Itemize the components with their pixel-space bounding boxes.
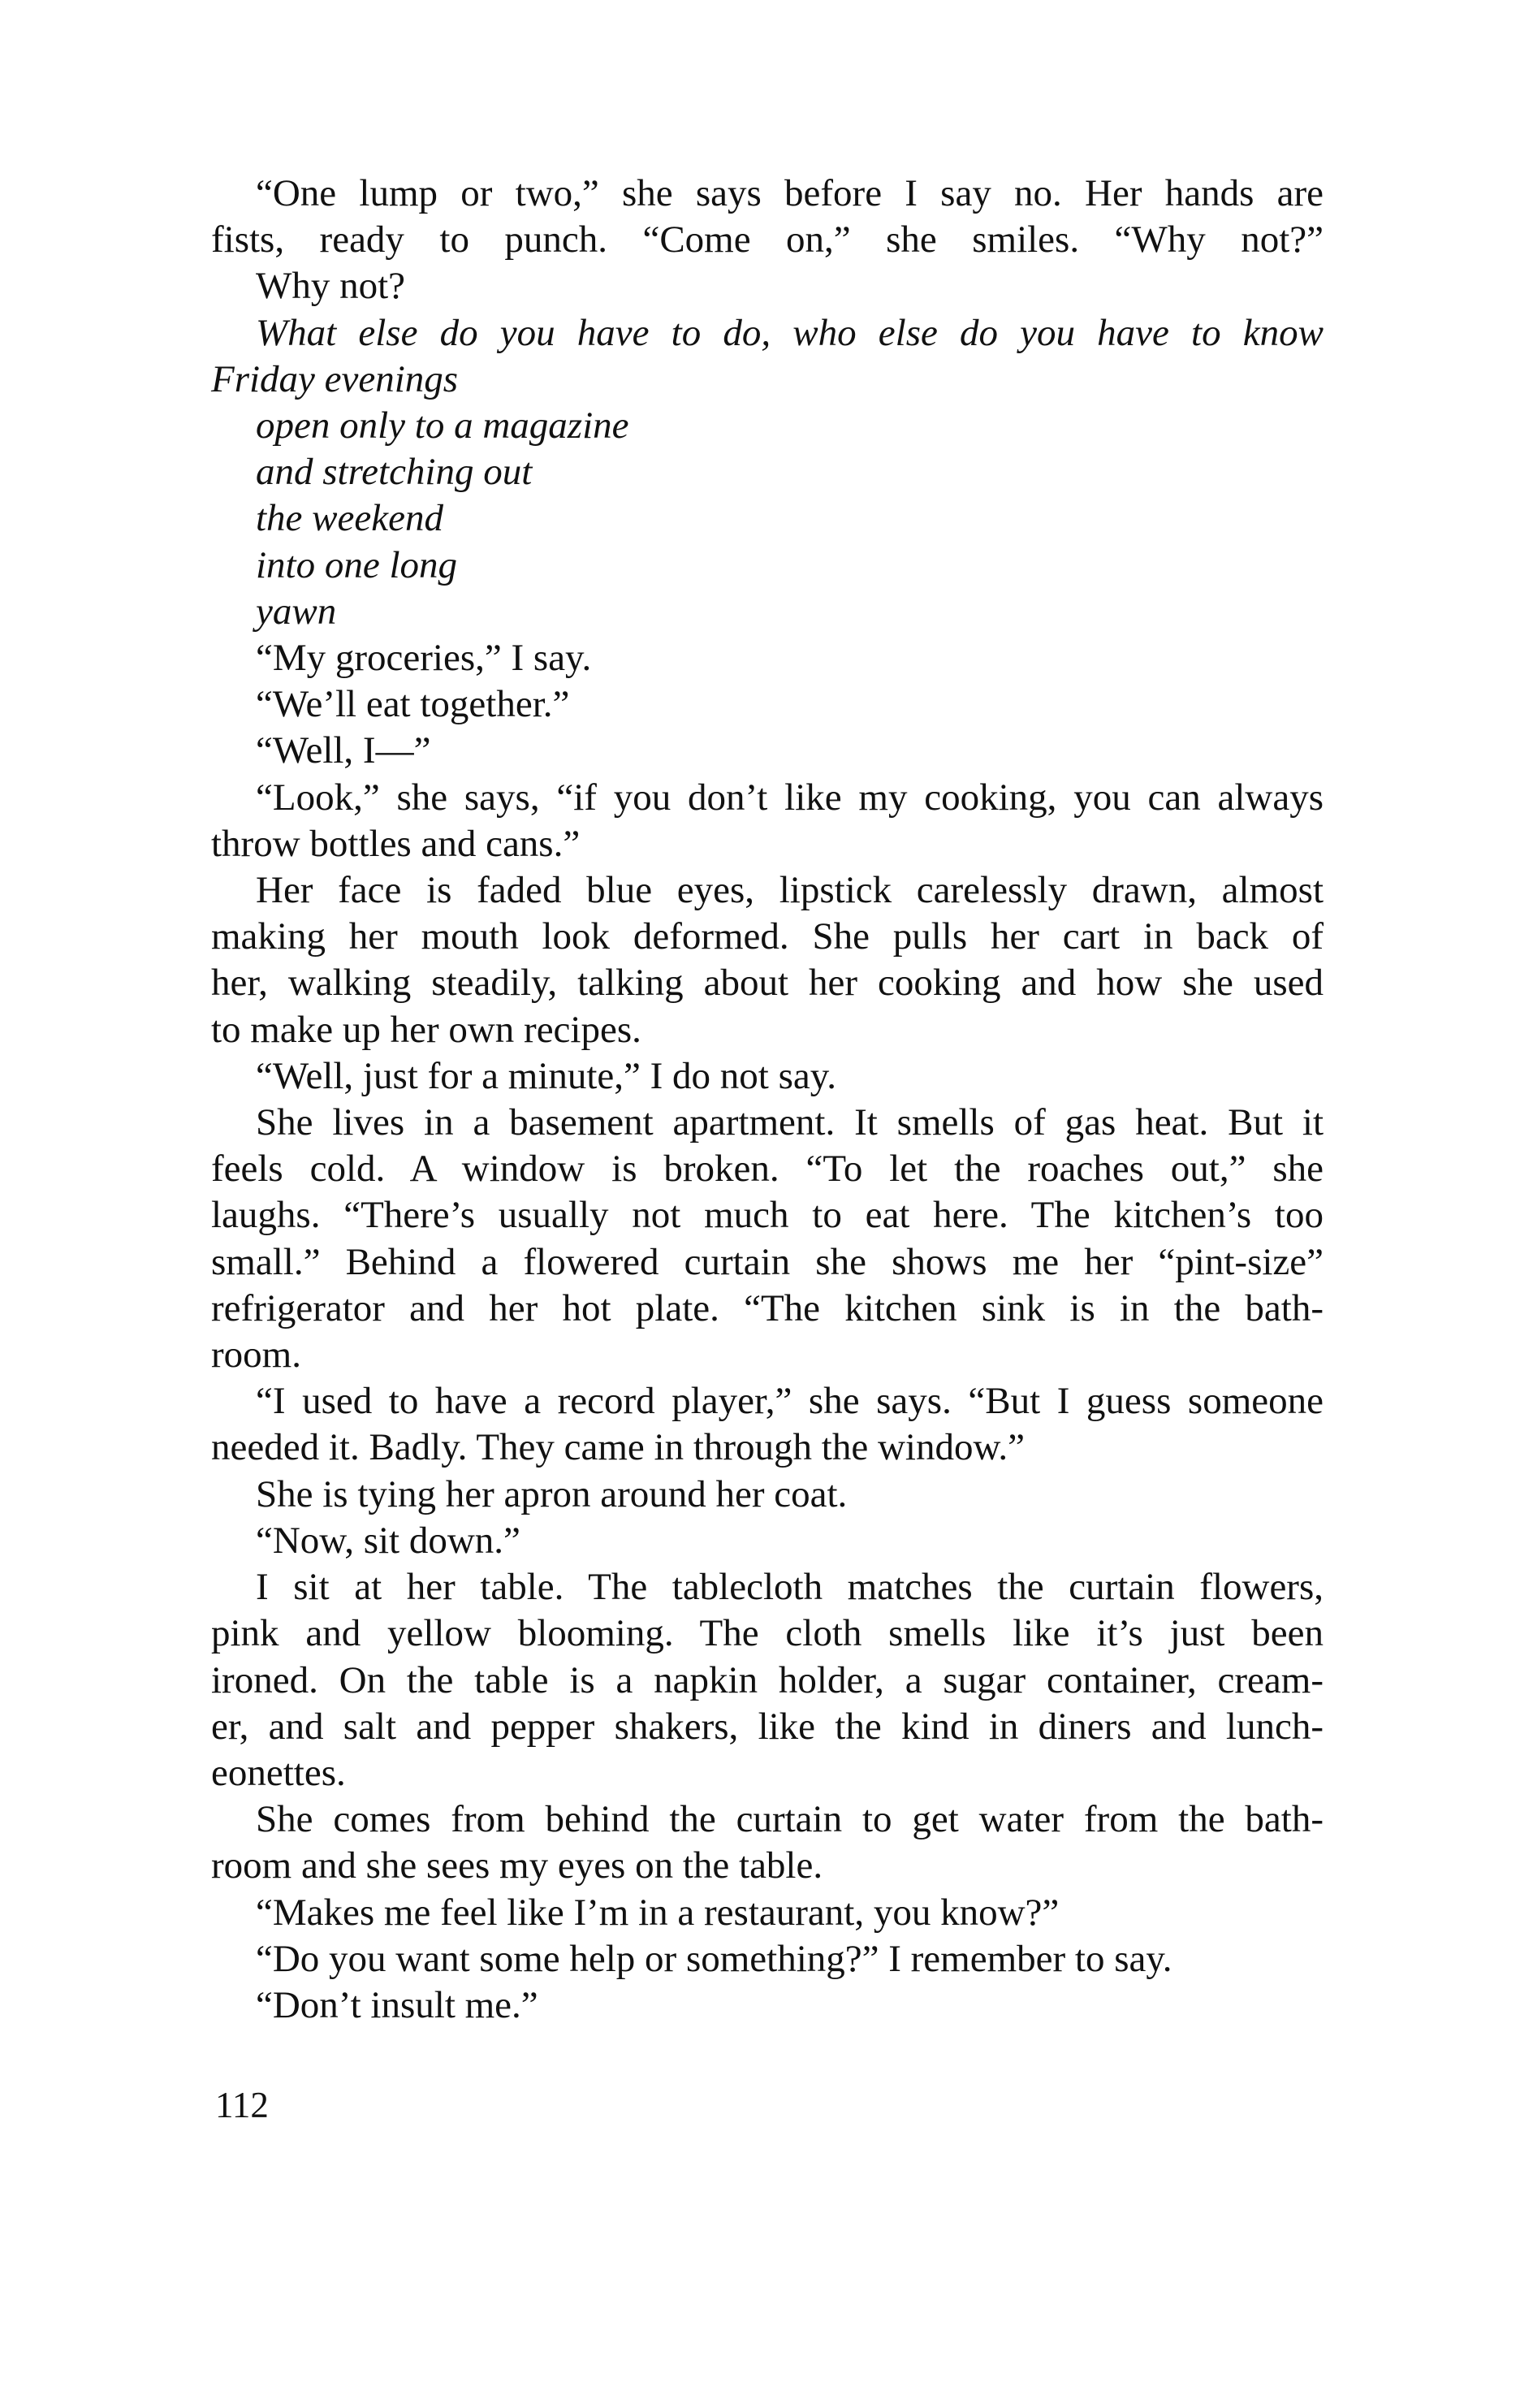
text-line: “Don’t insult me.” [256, 1983, 538, 2026]
italic-text-line: and stretching out [256, 451, 533, 494]
text-line: “My groceries,” I say. [256, 637, 592, 680]
text-line: refrigerator and her hot plate. “The kitchen sink is in the bath- [211, 1286, 1324, 1329]
text-line: “Makes me feel like I’m in a restaurant, you know?” [256, 1891, 1060, 1934]
italic-text-line: yawn [256, 590, 337, 633]
text-line: Her face is faded blue eyes, lipstick carelessly drawn, almost [256, 869, 1324, 912]
text-line: “Well, just for a minute,” I do not say. [256, 1054, 836, 1097]
text-line: “I used to have a record player,” she says. “But I guess someone [256, 1380, 1324, 1423]
italic-text-line: Friday evenings [211, 357, 459, 400]
text-line: her, walking steadily, talking about her cooking and how she used [211, 962, 1324, 1005]
text-line: “Now, sit down.” [256, 1519, 520, 1562]
text-line: “One lump or two,” she says before I say no. Her hands are [256, 172, 1324, 214]
text-line: small.” Behind a flowered curtain she shows me her “pint-size” [211, 1240, 1324, 1283]
text-line: fists, ready to punch. “Come on,” she smiles. “Why not?” [211, 218, 1324, 262]
text-line: She is tying her apron around her coat. [256, 1472, 848, 1515]
text-line: She lives in a basement apartment. It smells of gas heat. But it [256, 1101, 1324, 1144]
italic-text-line: open only to a magazine [256, 404, 629, 447]
text-line: Why not? [256, 265, 406, 308]
text-line: making her mouth look deformed. She pulls her cart in back of [211, 915, 1324, 958]
text-line: “Look,” she says, “if you don’t like my cooking, you can always [256, 776, 1324, 819]
text-line: pink and yellow blooming. The cloth smells like it’s just been [211, 1612, 1324, 1655]
text-line: room and she sees my eyes on the table. [211, 1844, 823, 1887]
book-page-text [211, 171, 1324, 2029]
italic-text-line: into one long [256, 543, 458, 586]
text-line: She comes from behind the curtain to get water from the bath- [256, 1798, 1324, 1841]
text-line: eonettes. [211, 1751, 346, 1794]
page-number: 112 [215, 2085, 269, 2125]
text-line: “Do you want some help or something?” I remember to say. [256, 1937, 1172, 1980]
text-line: “Well, I—” [256, 729, 431, 772]
text-line: ironed. On the table is a napkin holder, a sugar container, cream- [211, 1658, 1324, 1701]
text-line: needed it. Badly. They came in through the window.” [211, 1426, 1025, 1469]
text-line: throw bottles and cans.” [211, 822, 581, 865]
text-line: I sit at her table. The tablecloth matches the curtain flowers, [256, 1566, 1324, 1609]
text-line: room. [211, 1334, 301, 1377]
text-line: er, and salt and pepper shakers, like the kind in diners and lunch- [211, 1705, 1324, 1748]
italic-text-line: What else do you have to do, who else do you have to know [256, 311, 1324, 354]
italic-text-line: the weekend [256, 497, 443, 540]
text-line: feels cold. A window is broken. “To let the roaches out,” she [211, 1148, 1324, 1191]
text-line: to make up her own recipes. [211, 1008, 641, 1051]
text-line: laughs. “There’s usually not much to eat here. The kitchen’s too [211, 1194, 1324, 1237]
text-line: “We’ll eat together.” [256, 683, 570, 726]
